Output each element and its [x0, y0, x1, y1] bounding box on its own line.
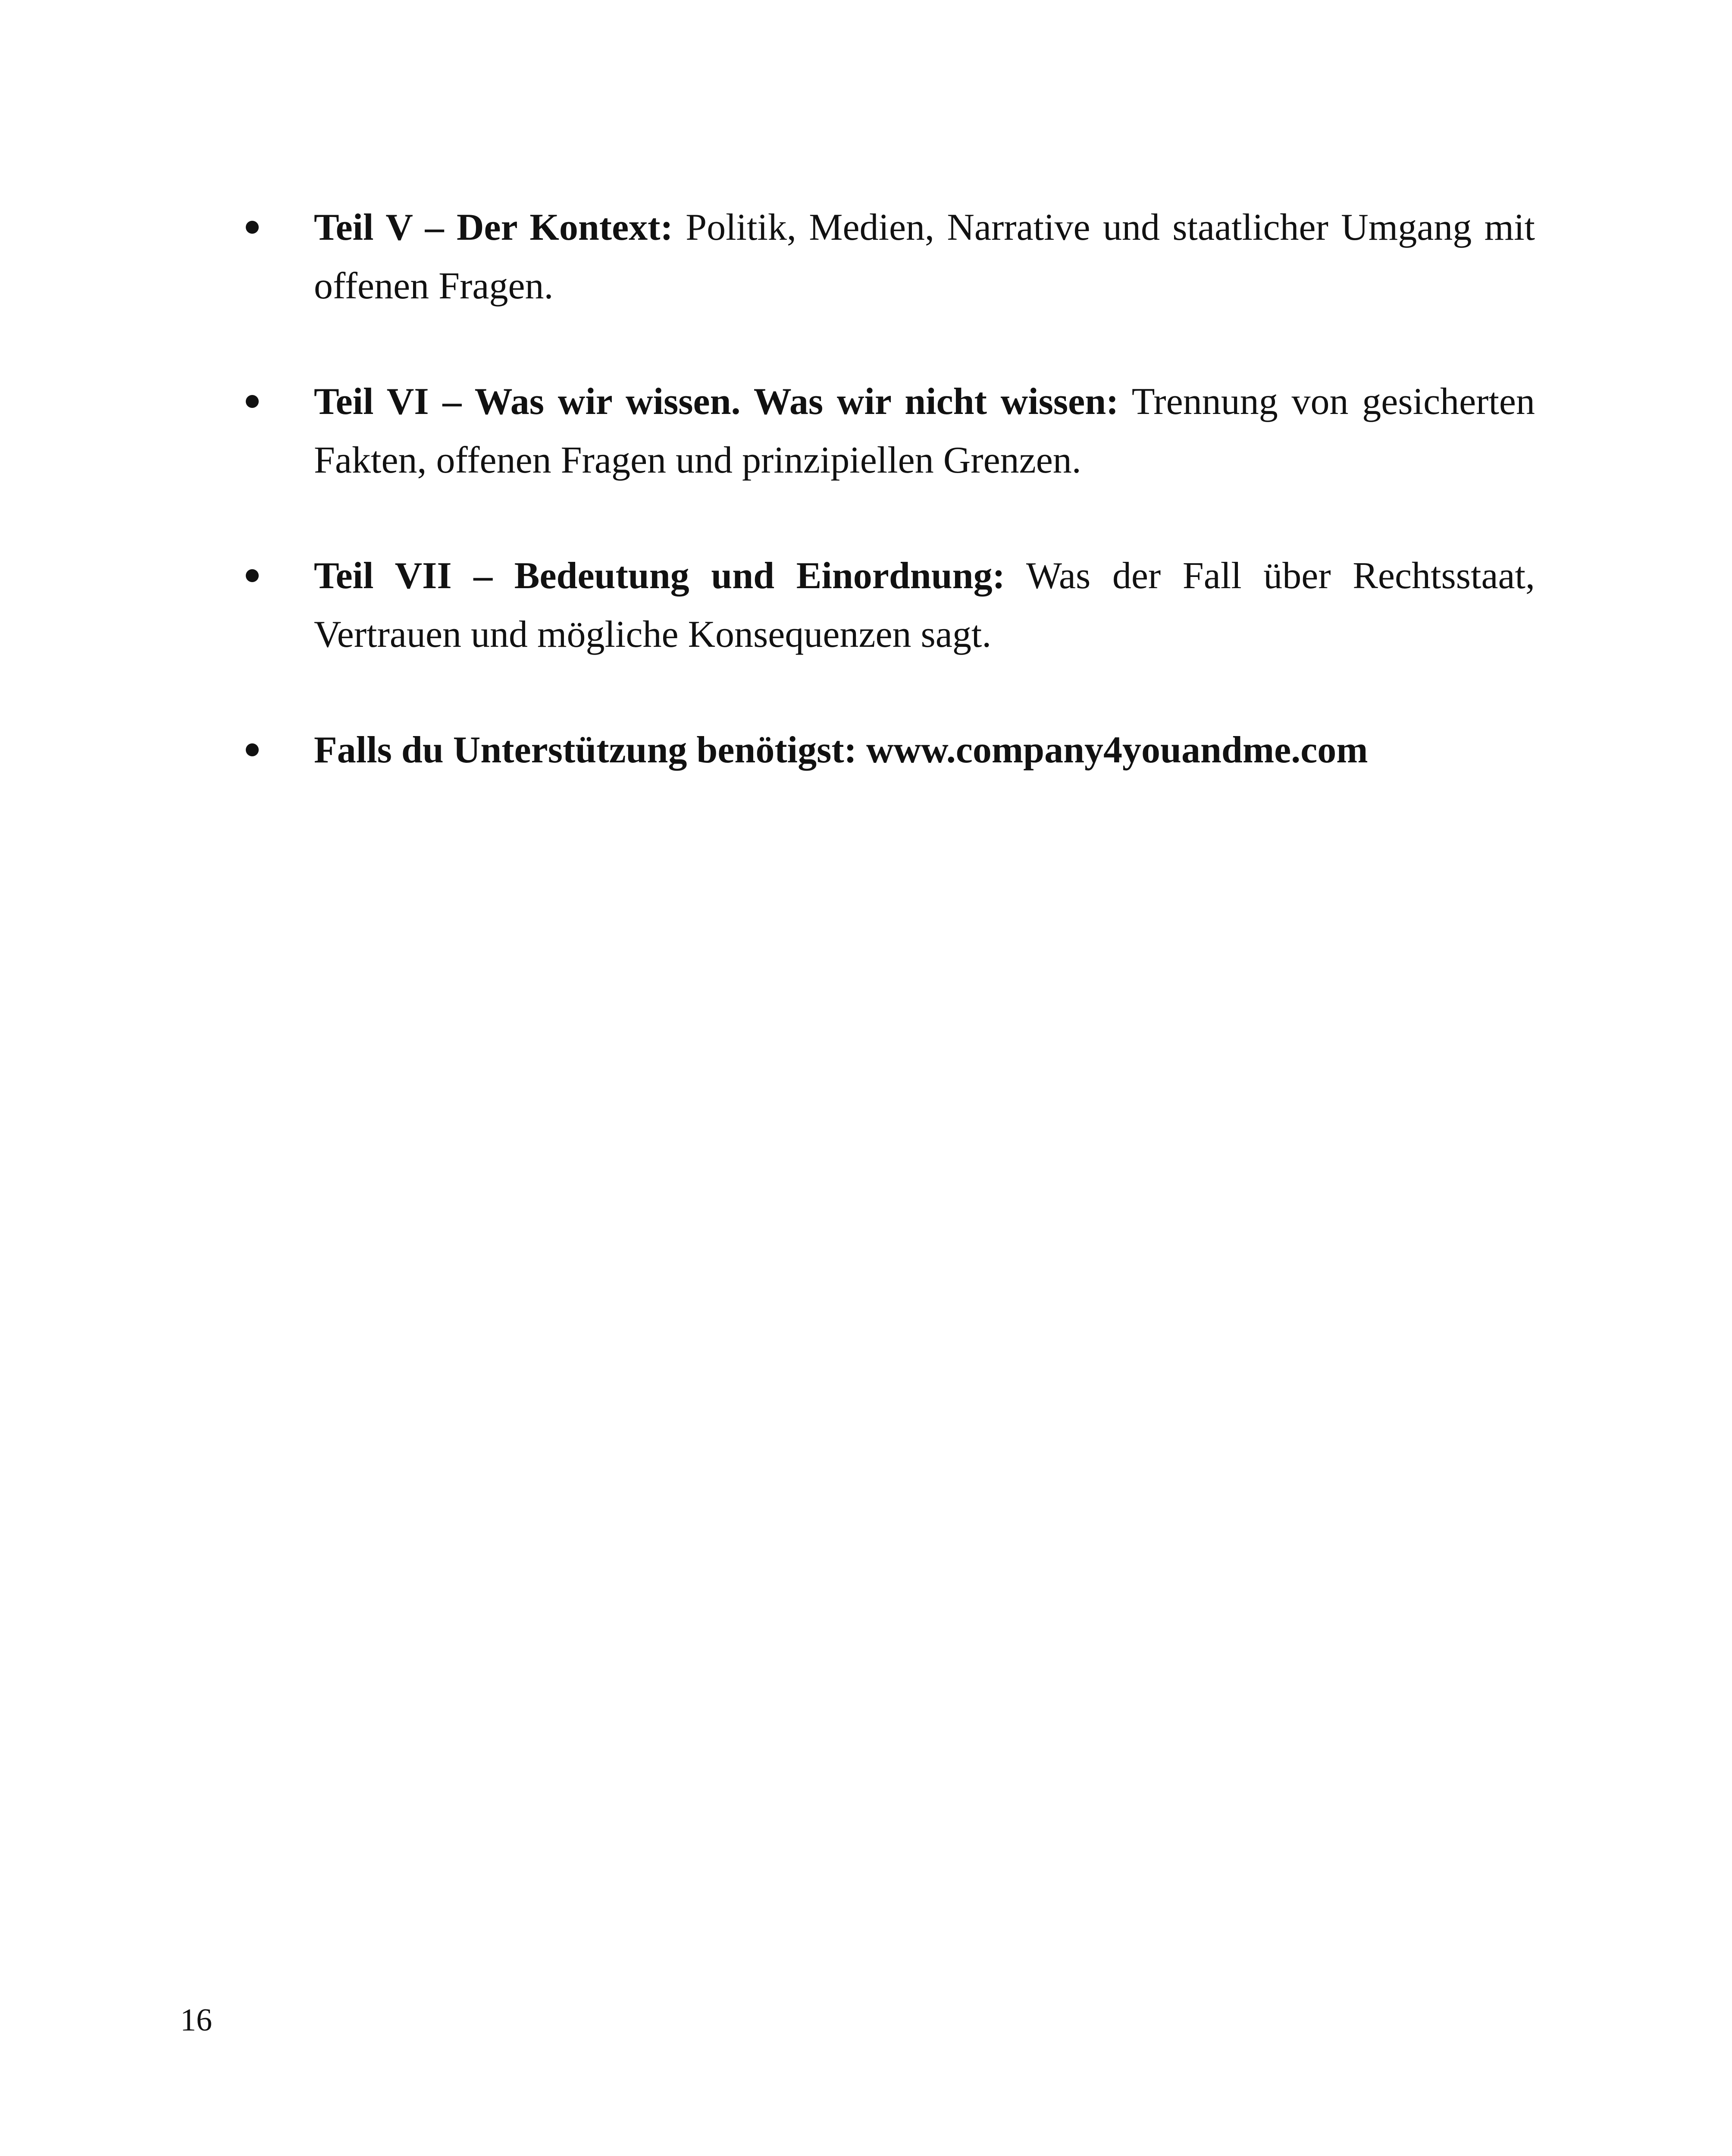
list-item — [241, 373, 1535, 490]
list-item-heading: Falls du Unterstützung benötigst: — [314, 729, 857, 771]
list-item-heading: Teil V – Der Kontext: — [314, 207, 673, 248]
list-item-heading: Teil VII – Bedeutung und Einordnung: — [314, 555, 1005, 597]
bullet-list — [241, 198, 1535, 837]
page-number: 16 — [180, 2002, 212, 2038]
list-item-heading: Teil VI – Was wir wissen. Was wir nicht wissen: — [314, 381, 1119, 423]
list-item-text: Was der Fall über Rechtsstaat, Vertrauen und mögliche Konsequenzen sagt. — [314, 555, 1535, 655]
list-item-text: Trennung von gesicherten Fakten, offenen Fragen und prinzipiellen Grenzen. — [314, 381, 1535, 481]
list-item — [241, 547, 1535, 664]
bullet-icon — [246, 221, 259, 234]
list-item-text: Politik, Medien, Narrative und staatlicher Umgang mit offenen Fragen. — [314, 207, 1535, 307]
list-item — [241, 198, 1535, 316]
bullet-icon — [246, 395, 259, 408]
bullet-icon — [246, 743, 259, 756]
support-website-link[interactable]: www.company4youandme.com — [856, 729, 1368, 771]
list-item — [241, 721, 1535, 780]
bullet-icon — [246, 569, 259, 582]
